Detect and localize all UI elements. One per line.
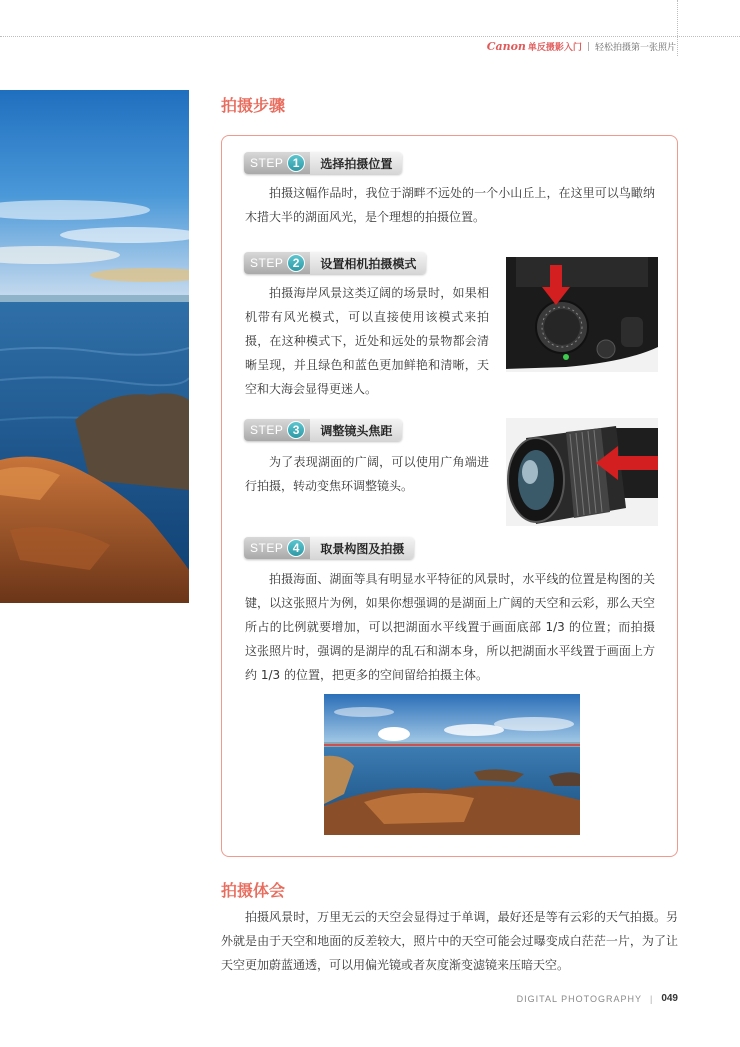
- experience-text: 拍摄风景时，万里无云的天空会显得过于单调，最好还是等有云彩的天气拍摄。另外就是由于天空和地面的反差较大，照片中的天空可能会过曝变成白茫茫一片，为了让天空更加蔚蓝通透，可以用偏光镜或者灰度渐变滤镜来压暗天空。: [221, 910, 678, 972]
- steps-section-title: 拍摄步骤: [221, 96, 286, 115]
- step-2-tag: [244, 252, 310, 274]
- composition-example-photo: [324, 694, 580, 835]
- step-2-name: 设置相机拍摄模式: [310, 252, 426, 274]
- footer-label: DIGITAL PHOTOGRAPHY: [516, 993, 642, 1004]
- step-3-text: 为了表现湖面的广阔，可以使用广角端进行拍摄，转动变焦环调整镜头。: [245, 455, 489, 493]
- step-1-name: 选择拍摄位置: [310, 152, 402, 174]
- camera-mode-dial-photo: [506, 257, 658, 372]
- running-footer: [517, 993, 678, 1004]
- canon-logo: Canon: [486, 40, 526, 53]
- step-2-header: [244, 252, 426, 274]
- footer-separator: |: [649, 993, 654, 1004]
- step-1-tag-label: STEP: [250, 156, 284, 170]
- page-number: 049: [661, 993, 678, 1004]
- step-2-text: 拍摄海岸风景这类辽阔的场景时，如果相机带有风光模式，可以直接使用该模式来拍摄，在这种模式下，近处和远处的景物都会清晰呈现，并且绿色和蓝色更加鲜艳和清晰，天空和大海会显得更迷人。: [245, 286, 489, 396]
- header-dotted-rule: [0, 36, 740, 37]
- step-4-tag: [244, 537, 310, 559]
- step-1-header: [244, 152, 402, 174]
- step-3-header: [244, 419, 402, 441]
- step-4-number: 4: [287, 539, 305, 557]
- step-2-number: 2: [287, 254, 305, 272]
- book-series-title: 单反摄影入门: [527, 43, 582, 53]
- step-3-name: 调整镜头焦距: [310, 419, 402, 441]
- header-separator: |: [586, 41, 590, 52]
- step-3-number: 3: [287, 421, 305, 439]
- chapter-title: 轻松拍摄第一张照片: [594, 43, 676, 53]
- step-4-text: 拍摄海面、湖面等具有明显水平特征的风景时，水平线的位置是构图的关键，以这张照片为例，如果你想强调的是湖面上广阔的天空和云彩，那么天空所占的比例就要增加，可以把湖面水平线置于画面底部 1/3 的位置；而拍摄这张照片时，强调的是湖岸的乱石和湖本身，所以把湖面水平线置于画面上方约 1/3 的位置，把更多的空间留给拍摄主体。: [245, 572, 655, 682]
- lake-shore-photo: [0, 90, 189, 603]
- step-1-tag: [244, 152, 310, 174]
- step-3-tag: [244, 419, 310, 441]
- step-4-name: 取景构图及拍摄: [310, 537, 414, 559]
- step-4-tag-label: STEP: [250, 541, 284, 555]
- experience-section-title: 拍摄体会: [221, 881, 286, 900]
- running-header: [487, 40, 676, 53]
- header-dotted-divider: [677, 0, 678, 56]
- step-2-tag-label: STEP: [250, 256, 284, 270]
- step-1-text: 拍摄这幅作品时，我位于湖畔不远处的一个小山丘上，在这里可以鸟瞰纳木措大半的湖面风光，是个理想的拍摄位置。: [245, 186, 655, 224]
- step-4-header: [244, 537, 414, 559]
- step-1-number: 1: [287, 154, 305, 172]
- lens-zoom-ring-photo: [506, 418, 658, 526]
- step-3-tag-label: STEP: [250, 423, 284, 437]
